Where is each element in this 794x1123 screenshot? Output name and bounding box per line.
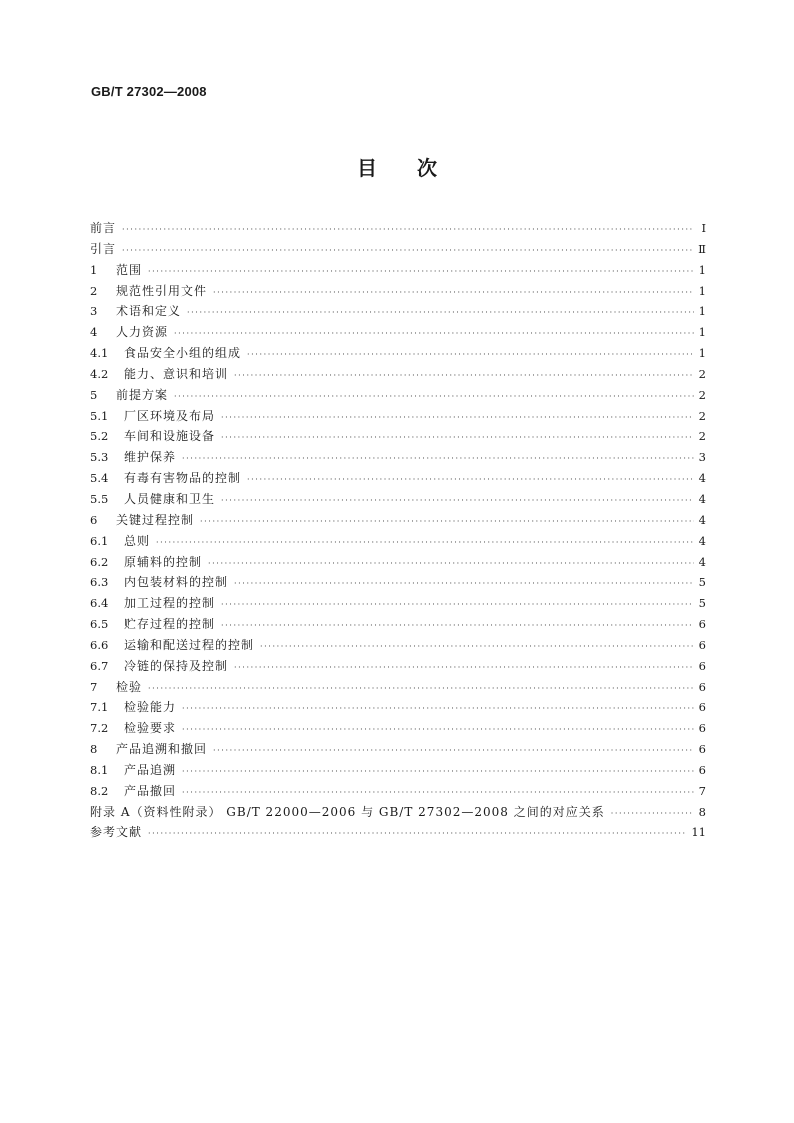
toc-entry-number: 6.2 [90,554,109,569]
toc-dot-leader [182,699,694,720]
toc-entry-page: 4 [698,491,706,506]
toc-entry-page: 6 [698,658,706,673]
toc-entry-page: 1 [698,346,706,361]
toc-entry-title: 总则 [124,533,151,548]
toc-dot-leader [148,679,694,700]
toc-entry[interactable] [90,281,706,302]
toc-dot-leader [611,804,694,825]
toc-entry[interactable] [90,781,706,802]
toc-entry-title: 运输和配送过程的控制 [124,637,255,652]
toc-entry-title: 人力资源 [116,325,169,340]
toc-entry-page: 6 [698,721,706,736]
toc-dot-leader [247,345,694,366]
toc-entry-number: 5.5 [90,491,109,506]
toc-entry-number: 7.2 [90,721,109,736]
toc-entry[interactable] [90,635,706,656]
toc-dot-leader [213,283,694,304]
table-of-contents [90,218,706,843]
toc-entry-number: 2 [90,283,98,298]
toc-entry[interactable] [90,614,706,635]
toc-entry-number: 6.3 [90,575,109,590]
toc-entry-page: 6 [698,700,706,715]
toc-entry-number: 5.2 [90,429,109,444]
toc-entry-number: 4.2 [90,366,109,381]
toc-entry-number: 6.5 [90,617,109,632]
toc-entry-title: 原辅料的控制 [124,554,203,569]
toc-dot-leader [234,366,694,387]
toc-entry-number: 5 [90,387,98,402]
toc-entry-page: 7 [698,783,706,798]
toc-entry[interactable] [90,489,706,510]
toc-dot-leader [221,616,694,637]
toc-entry[interactable] [90,656,706,677]
toc-entry-number: 6.4 [90,596,109,611]
toc-entry[interactable] [90,552,706,573]
toc-dot-leader [247,470,694,491]
toc-entry-page: 1 [698,283,706,298]
toc-dot-leader [182,449,694,470]
toc-entry-page: 8 [698,804,706,819]
toc-entry-number: 6.6 [90,637,109,652]
toc-entry[interactable] [90,426,706,447]
toc-entry[interactable] [90,677,706,698]
toc-entry-number: 8.1 [90,762,109,777]
toc-entry[interactable] [90,364,706,385]
toc-entry-page: 2 [698,408,706,423]
toc-entry[interactable] [90,510,706,531]
toc-entry-title: 产品追溯 [124,762,177,777]
toc-entry[interactable] [90,447,706,468]
toc-entry-title: 冷链的保持及控制 [124,658,229,673]
toc-entry-title: 维护保养 [124,450,177,465]
toc-entry-page: 4 [698,471,706,486]
toc-entry[interactable] [90,739,706,760]
toc-entry-number: 3 [90,304,98,319]
toc-entry-title: 关键过程控制 [116,512,195,527]
toc-entry-page: 5 [698,575,706,590]
toc-dot-leader [200,512,694,533]
toc-entry-title: 产品追溯和撤回 [116,742,208,757]
toc-dot-leader [182,762,694,783]
toc-entry-number: 4 [90,325,98,340]
toc-dot-leader [208,554,694,575]
toc-entry-page: 4 [698,533,706,548]
toc-entry-title: 引言 [90,241,117,256]
toc-dot-leader [221,491,694,512]
toc-dot-leader [260,637,694,658]
toc-entry-page: 6 [698,679,706,694]
toc-entry[interactable] [90,468,706,489]
toc-entry-page: 1 [698,304,706,319]
toc-dot-leader [221,595,694,616]
toc-entry-number: 8 [90,742,98,757]
standard-code: GB/T 27302—2008 [91,84,207,99]
toc-entry-number: 5.4 [90,471,109,486]
toc-entry[interactable] [90,322,706,343]
toc-entry-number: 7.1 [90,700,109,715]
toc-dot-leader [122,220,694,241]
toc-dot-leader [122,241,694,262]
toc-dot-leader [156,533,694,554]
toc-entry-page: 6 [698,637,706,652]
toc-entry-page: Ⅱ [698,241,706,256]
toc-dot-leader [221,408,694,429]
toc-entry-title: 参考文献 [90,825,143,840]
toc-dot-leader [187,303,694,324]
toc-entry-number: 6.1 [90,533,109,548]
toc-entry-number: 5.3 [90,450,109,465]
toc-dot-leader [174,387,694,408]
toc-entry-title: 人员健康和卫生 [124,491,216,506]
toc-entry-page: 2 [698,366,706,381]
toc-entry-page: 4 [698,554,706,569]
toc-entry-title: 贮存过程的控制 [124,617,216,632]
toc-entry-title: 有毒有害物品的控制 [124,471,242,486]
toc-dot-leader [221,428,694,449]
toc-entry-page: 2 [698,387,706,402]
toc-entry-number: 1 [90,262,98,277]
toc-entry[interactable] [90,218,706,239]
toc-dot-leader [234,574,694,595]
toc-entry[interactable] [90,802,706,823]
toc-dot-leader [182,720,694,741]
toc-entry-page: Ⅰ [701,221,706,235]
toc-entry-page: 1 [698,262,706,277]
toc-entry-title: 范围 [116,262,143,277]
toc-entry-page: 4 [698,512,706,527]
toc-entry-title: 检验能力 [124,700,177,715]
toc-entry-page: 2 [698,429,706,444]
toc-entry[interactable] [90,697,706,718]
toc-entry-number: 4.1 [90,346,109,361]
toc-entry-title: 产品撤回 [124,783,177,798]
toc-entry-title: 厂区环境及布局 [124,408,216,423]
toc-entry[interactable] [90,760,706,781]
toc-entry[interactable] [90,301,706,322]
toc-dot-leader [182,783,694,804]
toc-entry-number: 6 [90,512,98,527]
page-title: 目次 [357,156,477,180]
toc-entry-page: 1 [698,325,706,340]
toc-entry-page: 6 [698,742,706,757]
toc-entry-title: 检验 [116,679,143,694]
toc-entry-title: 加工过程的控制 [124,596,216,611]
toc-entry[interactable] [90,343,706,364]
toc-entry-title: 检验要求 [124,721,177,736]
toc-entry[interactable] [90,718,706,739]
toc-entry-number: 7 [90,679,98,694]
toc-entry-title: 规范性引用文件 [116,283,208,298]
toc-dot-leader [148,262,694,283]
toc-entry-title: 前提方案 [116,387,169,402]
toc-entry[interactable] [90,239,706,260]
toc-entry-page: 3 [698,450,706,465]
toc-entry-number: 8.2 [90,783,109,798]
toc-entry[interactable] [90,260,706,281]
toc-entry[interactable] [90,572,706,593]
toc-dot-leader [213,741,694,762]
toc-entry-number: 5.1 [90,408,109,423]
toc-entry[interactable] [90,822,706,843]
toc-entry[interactable] [90,593,706,614]
toc-entry-title: 术语和定义 [116,304,182,319]
toc-entry-page: 11 [691,825,706,840]
toc-dot-leader [174,324,694,345]
toc-entry-page: 6 [698,762,706,777]
toc-entry[interactable] [90,531,706,552]
toc-entry-page: 5 [698,596,706,611]
toc-entry-title: 能力、意识和培训 [124,366,229,381]
toc-entry-number: 6.7 [90,658,109,673]
toc-entry[interactable] [90,406,706,427]
toc-entry-title: 车间和设施设备 [124,429,216,444]
toc-dot-leader [148,824,687,845]
toc-entry-title: 内包装材料的控制 [124,575,229,590]
toc-entry-title: 食品安全小组的组成 [124,346,242,361]
toc-entry-title: 附录 A（资料性附录） GB/T 22000—2006 与 GB/T 27302—2008 之间的对应关系 [90,804,605,819]
toc-dot-leader [234,658,694,679]
toc-entry-title: 前言 [90,221,117,235]
toc-entry-page: 6 [698,617,706,632]
toc-entry[interactable] [90,385,706,406]
